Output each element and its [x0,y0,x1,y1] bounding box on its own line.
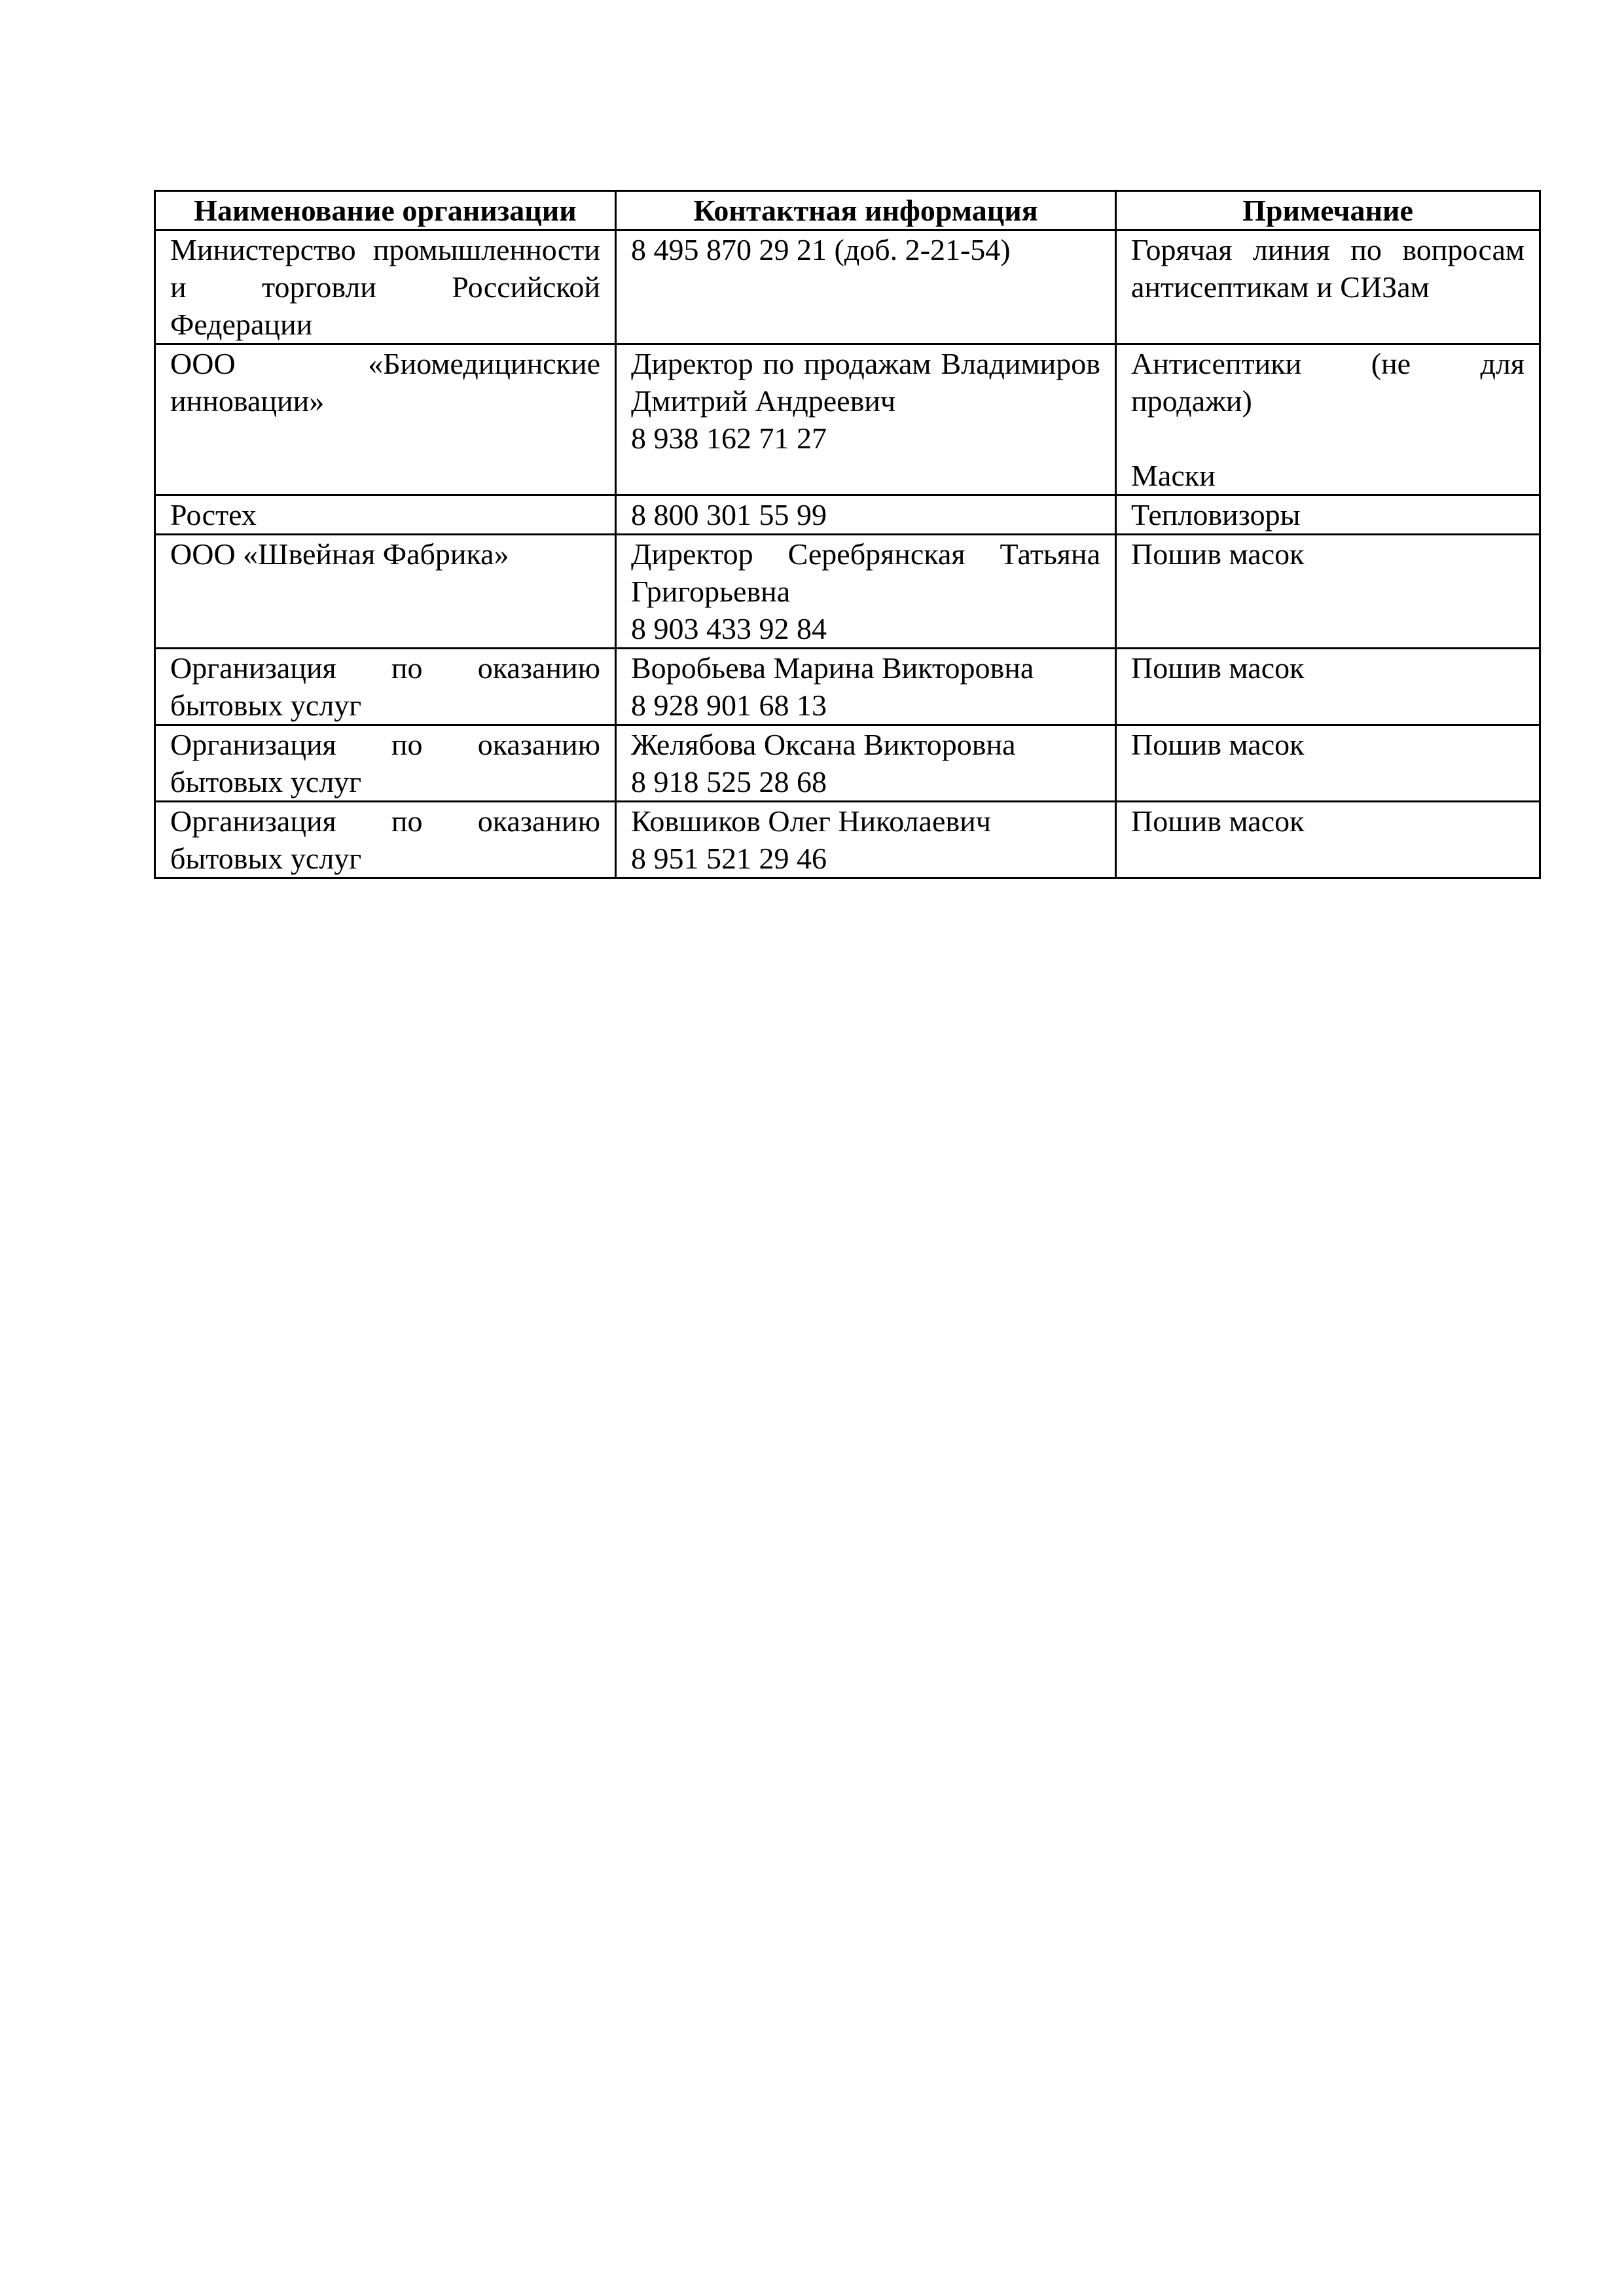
note-text: Антисептики (не для продажи) [1131,347,1525,418]
note-cell: Пошив масок [1116,802,1540,878]
contact-person: Желябова Оксана Викторовна [631,728,1016,761]
note-cell: Горячая линия по вопросам антисептикам и СИЗам [1116,230,1540,344]
table-header-row [155,191,1540,230]
note-cell: Пошив масок [1116,725,1540,802]
organization-cell: Организация по оказанию бытовых услуг [155,725,616,802]
contact-cell [616,725,1116,802]
note-extra-text: Маски [1131,459,1216,492]
note-cell [1116,344,1540,495]
table-row [155,725,1540,802]
contact-cell: 8 800 301 55 99 [616,495,1116,535]
contact-person: Воробьева Марина Викторовна [631,651,1034,685]
contact-phone: 8 951 521 29 46 [631,842,827,875]
organization-cell: Ростех [155,495,616,535]
contact-person: Ковшиков Олег Николаевич [631,804,991,838]
table-row [155,344,1540,495]
table-row [155,802,1540,878]
organization-cell: ООО «Швейная Фабрика» [155,535,616,649]
table-row [155,230,1540,344]
note-spacer [1131,420,1525,457]
contact-cell [616,649,1116,725]
contact-cell [616,802,1116,878]
note-cell: Тепловизоры [1116,495,1540,535]
organization-cell: Организация по оказанию бытовых услуг [155,802,616,878]
note-cell: Пошив масок [1116,649,1540,725]
table-row [155,535,1540,649]
contact-phone: 8 903 433 92 84 [631,612,827,645]
contact-phone: 8 928 901 68 13 [631,689,827,722]
header-note: Примечание [1116,191,1540,230]
table-row [155,495,1540,535]
organization-cell: ООО «Биомедицинские инновации» [155,344,616,495]
contact-cell [616,535,1116,649]
contact-cell: 8 495 870 29 21 (доб. 2-21-54) [616,230,1116,344]
contact-person: Директор Серебрянская Татьяна Григорьевна [631,537,1100,608]
contact-phone: 8 918 525 28 68 [631,765,827,798]
contact-cell [616,344,1116,495]
contacts-table [154,190,1541,879]
header-organization: Наименование организации [155,191,616,230]
note-cell: Пошив масок [1116,535,1540,649]
organization-cell: Организация по оказанию бытовых услуг [155,649,616,725]
header-contact: Контактная информация [616,191,1116,230]
organization-cell: Министерство промышленности и торговли Российской Федерации [155,230,616,344]
contact-phone: 8 938 162 71 27 [631,422,827,455]
table-row [155,649,1540,725]
contact-person: Директор по продажам Владимиров Дмитрий Андреевич [631,347,1100,418]
